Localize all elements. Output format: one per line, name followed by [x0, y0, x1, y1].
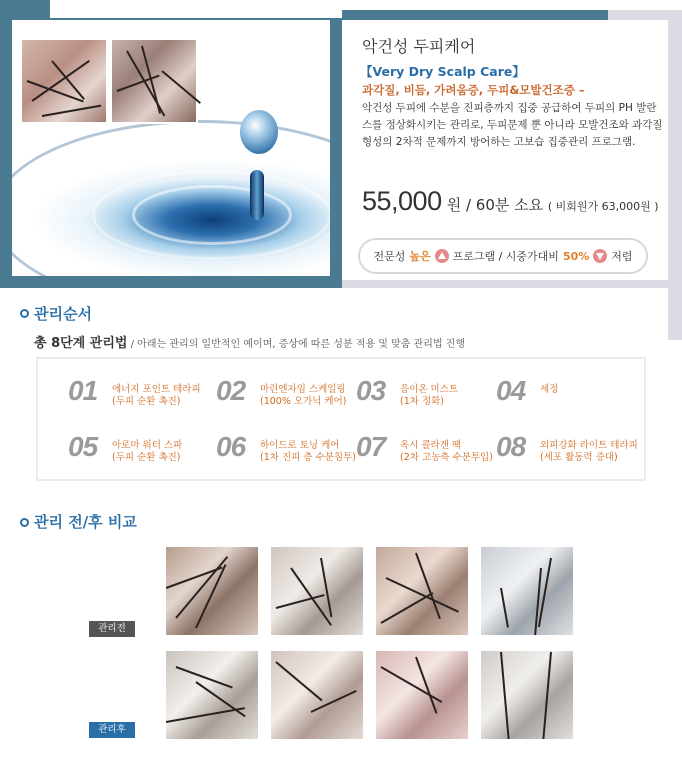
before-tag: 관리전 [89, 621, 135, 637]
rating-label-program: 프로그램 / 시중가대비 [452, 250, 559, 263]
after-image-1 [166, 651, 258, 739]
before-image-4 [481, 547, 573, 635]
after-tag: 관리후 [89, 722, 135, 738]
price-unit: 원 [446, 196, 462, 214]
section-bullet-icon [20, 309, 29, 318]
price-duration: / 60분 소요 [461, 196, 548, 214]
frame-right-column [668, 10, 682, 340]
step-title: 아로마 워터 스파 [112, 440, 183, 451]
rating-box [358, 238, 648, 274]
steps-box [36, 357, 646, 481]
water-ring [12, 120, 330, 276]
step-title: 세정 [540, 384, 559, 395]
step-item [496, 431, 646, 467]
step-number: 05 [68, 431, 98, 462]
after-image-3 [376, 651, 468, 739]
rating-value-discount: 50% [562, 249, 590, 263]
arrow-up-icon [435, 249, 449, 263]
water-splash-column [250, 170, 264, 220]
step-item [216, 431, 366, 467]
price-line [362, 186, 659, 216]
step-item [68, 431, 218, 467]
step-item [68, 375, 218, 411]
scalp-closeup-image-1 [20, 38, 108, 124]
step-item [216, 375, 366, 411]
step-title: 하이드로 토닝 케어 [260, 440, 340, 451]
step-number: 04 [496, 375, 526, 406]
section-bullet-icon [20, 518, 29, 527]
rating-value-expertise: 높은 [409, 250, 431, 263]
step-subtitle: (1차 진피 층 수분침투) [260, 452, 356, 463]
product-title: 악건성 두피케어 [362, 37, 476, 56]
step-number: 02 [216, 375, 246, 406]
rating-label-expertise: 전문성 [373, 250, 406, 263]
before-image-1 [166, 547, 258, 635]
frame-top-bar [0, 0, 50, 18]
steps-section-title: 관리순서 [34, 305, 92, 323]
steps-note: / 아래는 관리의 일반적인 예이며, 증상에 따른 성분 적용 및 맞춤 관리법 진행 [127, 339, 466, 350]
step-item [496, 375, 646, 411]
product-subtitle: 【Very Dry Scalp Care】 [360, 64, 525, 79]
compare-section-title: 관리 전/후 비교 [34, 513, 137, 531]
step-number: 08 [496, 431, 526, 462]
step-title: 옥시 콜라겐 팩 [400, 440, 462, 451]
step-subtitle: (2차 고농축 수분투입) [400, 452, 493, 463]
step-subtitle: (100% 오가닉 케어) [260, 396, 347, 407]
product-description: 악건성 두피에 수분을 진피층까지 집중 공급하여 두피의 PH 발란스를 정상화시키는 관리로, 두피문제 뿐 아니라 모발건조와 과각질 형성의 2차적 문제까지 방어하는 고보습 집중관리 프로그램. [362, 102, 663, 148]
step-subtitle: (세포 활동력 증대) [540, 452, 618, 463]
steps-heading-text: 총 8단계 관리법 [34, 336, 128, 351]
scalp-closeup-image-2 [110, 38, 198, 124]
step-item [356, 431, 506, 467]
water-droplet [240, 110, 278, 154]
step-subtitle: (1차 정화) [400, 396, 445, 407]
hero-water-drop-image [12, 20, 330, 276]
before-image-2 [271, 547, 363, 635]
step-title: 음이온 미스트 [400, 384, 459, 395]
step-title: 마린엔자임 스케일링 [260, 384, 346, 395]
rating-label-cheap: 저렴 [611, 250, 633, 263]
after-image-4 [481, 651, 573, 739]
steps-heading [34, 332, 465, 351]
step-subtitle: (두피 순환 촉진) [112, 396, 181, 407]
after-image-2 [271, 651, 363, 739]
step-number: 03 [356, 375, 386, 406]
step-subtitle: (두피 순환 촉진) [112, 452, 181, 463]
frame-top-bar-right [342, 10, 608, 20]
before-image-3 [376, 547, 468, 635]
step-title: 외피강화 라이트 테라피 [540, 440, 638, 451]
panel-bottom-strip [342, 280, 668, 288]
step-title: 에너지 포인트 테라피 [112, 384, 201, 395]
step-item [356, 375, 506, 411]
step-number: 07 [356, 431, 386, 462]
price-note: ( 비회원가 63,000원 ) [547, 200, 659, 213]
price-amount: 55,000 [362, 186, 442, 216]
product-tagline: 과각질, 비듬, 가려움증, 두피&모발건조증 – [362, 83, 585, 97]
arrow-down-icon [593, 249, 607, 263]
step-number: 06 [216, 431, 246, 462]
step-number: 01 [68, 375, 98, 406]
